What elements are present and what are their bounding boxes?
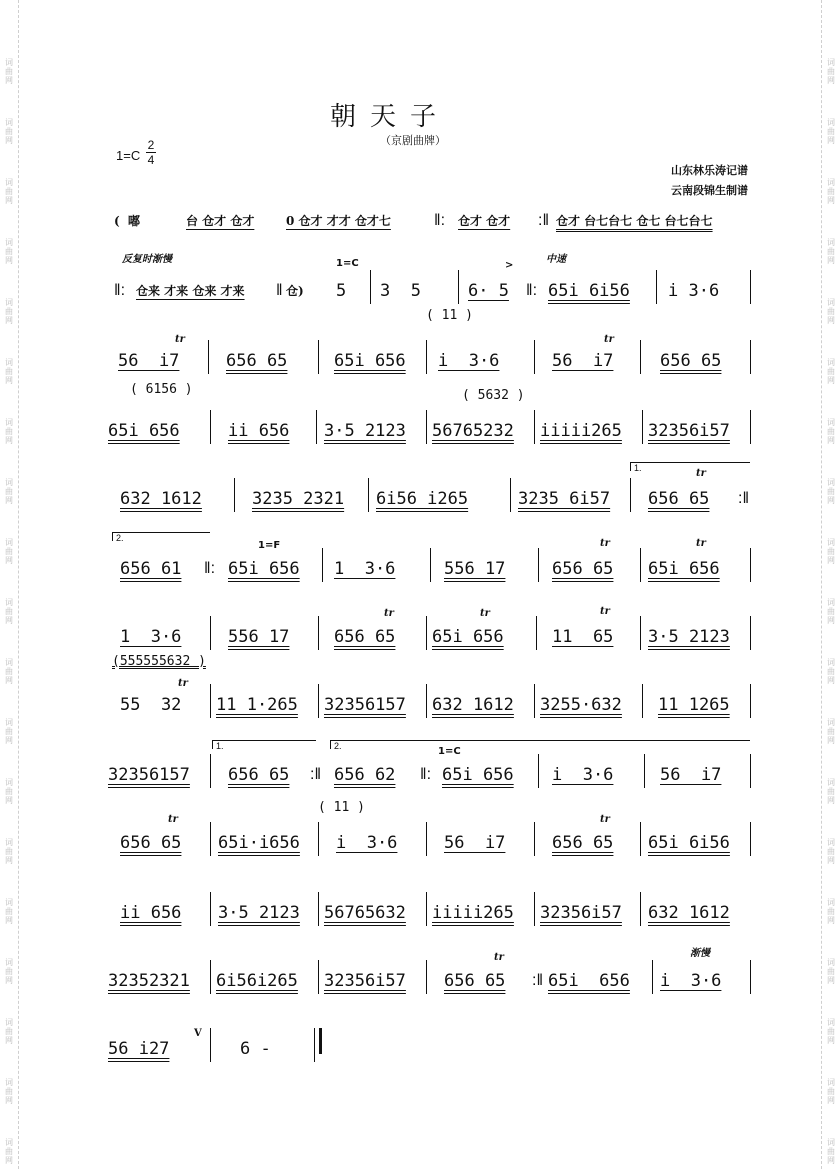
measure: 3·5 2123 — [218, 903, 300, 923]
watermark-text: 词曲网 — [827, 1018, 835, 1045]
volta-bracket: 2. — [330, 740, 750, 749]
measure: 32356157 — [324, 695, 406, 715]
measure: 3235 2321 — [252, 489, 345, 509]
measure: 632 1612 — [648, 903, 730, 923]
measure: ( 嘟 — [114, 214, 141, 228]
right-margin-rail — [821, 0, 840, 1169]
measure: i 3·6 — [668, 281, 720, 301]
measure: 556 17 — [444, 559, 506, 579]
barline — [640, 340, 641, 374]
key-change: 1=F — [258, 540, 281, 551]
measure: 32352321 — [108, 971, 190, 991]
watermark-text: 词曲网 — [827, 1078, 835, 1105]
grace-paren: ( 5632 ) — [462, 388, 525, 403]
barline — [318, 340, 319, 374]
grace-paren: ( 6156 ) — [130, 382, 193, 397]
measure: ii 656 — [228, 421, 290, 441]
watermark-text: 词曲网 — [5, 1138, 13, 1165]
barline — [426, 684, 427, 718]
trill-mark: tr — [604, 334, 614, 345]
barline — [750, 754, 751, 788]
measure: 6i56 i265 — [376, 489, 469, 509]
watermark-text: 词曲网 — [5, 778, 13, 805]
staff-row-8 — [108, 692, 752, 732]
staff-row-3 — [108, 348, 752, 388]
watermark-text: 词曲网 — [5, 58, 13, 85]
trill-mark: tr — [696, 468, 706, 479]
measure: 3·5 2123 — [648, 627, 730, 647]
barline — [534, 822, 535, 856]
barline — [750, 684, 751, 718]
measure: ii 656 — [120, 903, 182, 923]
barline — [534, 340, 535, 374]
key-change: 1=C — [438, 746, 461, 757]
barline — [642, 684, 643, 718]
page-subtitle: （京剧曲牌） — [380, 134, 446, 147]
staff-row-6 — [108, 556, 752, 596]
barline — [210, 892, 211, 926]
measure: 仓来 才来 仓来 才来 — [136, 284, 245, 298]
measure: 仓才 仓才 — [458, 214, 511, 228]
watermark-text: 词曲网 — [827, 538, 835, 565]
watermark-text: 词曲网 — [827, 58, 835, 85]
measure: 656 65 — [444, 971, 506, 991]
measure: 11 65 — [552, 627, 614, 647]
measure: 3 5 — [380, 281, 421, 301]
measure: 656 65 — [120, 833, 182, 853]
measure: 65i 656 — [228, 559, 300, 579]
barline — [210, 1028, 211, 1062]
time-top: 2 — [147, 138, 155, 152]
barline — [750, 340, 751, 374]
trill-mark: tr — [600, 606, 610, 617]
barline — [750, 548, 751, 582]
measure: i 3·6 — [438, 351, 500, 371]
watermark-text: 词曲网 — [827, 958, 835, 985]
measure: 65i·i656 — [218, 833, 300, 853]
tempo-annotation: 渐慢 — [690, 948, 710, 959]
measure: 台 仓才 仓才 — [186, 214, 255, 228]
measure: 56 i7 — [552, 351, 614, 371]
barline — [370, 270, 371, 304]
measure: iiiii265 — [540, 421, 622, 441]
measure: 32356i57 — [648, 421, 730, 441]
barline — [640, 616, 641, 650]
barline — [534, 892, 535, 926]
barline — [368, 478, 369, 512]
watermark-text: 词曲网 — [5, 1078, 13, 1105]
measure: 6 - — [240, 1039, 271, 1059]
watermark-text: 词曲网 — [5, 238, 13, 265]
measure: 11 1265 — [658, 695, 730, 715]
credit-transcriber: 山东林乐涛记谱 — [671, 164, 748, 177]
watermark-text: 词曲网 — [5, 898, 13, 925]
tempo-annotation: 中速 — [546, 254, 566, 265]
breath-mark: V — [194, 1028, 202, 1039]
grace-paren: ( 11 ) — [318, 800, 365, 815]
measure: i 3·6 — [336, 833, 398, 853]
trill-mark: tr — [178, 678, 188, 689]
measure: 56765232 — [432, 421, 514, 441]
watermark-text: 词曲网 — [5, 178, 13, 205]
measure: 65i 656 — [108, 421, 180, 441]
barline — [426, 340, 427, 374]
trill-mark: tr — [494, 952, 504, 963]
key-signature: 1=C — [116, 148, 141, 163]
watermark-text: 词曲网 — [5, 358, 13, 385]
repeat-start: ‖: — [434, 212, 446, 229]
page-title: 朝天子 — [330, 102, 451, 132]
watermark-text: 词曲网 — [5, 838, 13, 865]
volta-bracket: 1. — [212, 740, 316, 749]
barline — [426, 616, 427, 650]
barline — [316, 410, 317, 444]
watermark-text: 词曲网 — [5, 1018, 13, 1045]
watermark-text: 词曲网 — [5, 718, 13, 745]
accent-mark: > — [505, 260, 514, 271]
time-signature — [146, 138, 156, 167]
barline — [426, 822, 427, 856]
watermark-text: 词曲网 — [827, 418, 835, 445]
watermark-text: 词曲网 — [827, 238, 835, 265]
trill-mark: tr — [175, 334, 185, 345]
measure: 656 65 — [552, 833, 614, 853]
final-barline — [319, 1028, 322, 1054]
barline — [426, 892, 427, 926]
measure: i 3·6 — [552, 765, 614, 785]
barline — [318, 684, 319, 718]
volta-bracket: 1. — [630, 462, 750, 471]
staff-row-11 — [108, 900, 752, 940]
barline — [210, 960, 211, 994]
barline — [642, 410, 643, 444]
watermark-text: 词曲网 — [5, 658, 13, 685]
watermark-text: 词曲网 — [5, 298, 13, 325]
measure: 65i 656 — [334, 351, 406, 371]
barline — [318, 960, 319, 994]
watermark-text: 词曲网 — [827, 658, 835, 685]
measure: 632 1612 — [120, 489, 202, 509]
tempo-annotation: 反复时渐慢 — [122, 254, 172, 265]
measure: 0 仓才 才才 仓才七 — [286, 214, 391, 228]
measure: 656 65 — [228, 765, 290, 785]
staff-row-13 — [108, 1028, 752, 1076]
repeat-start: ‖: — [420, 766, 432, 783]
watermark-text: 词曲网 — [827, 358, 835, 385]
measure: 3·5 2123 — [324, 421, 406, 441]
measure: 65i 656 — [432, 627, 504, 647]
watermark-text: 词曲网 — [5, 478, 13, 505]
barline — [318, 822, 319, 856]
measure: 556 17 — [228, 627, 290, 647]
measure: 32356i57 — [540, 903, 622, 923]
watermark-text: 词曲网 — [827, 898, 835, 925]
barline — [644, 754, 645, 788]
barline — [640, 548, 641, 582]
barline — [322, 548, 323, 582]
trill-mark: tr — [384, 608, 394, 619]
barline — [234, 478, 235, 512]
barline — [426, 960, 427, 994]
measure: 65i 656 — [548, 971, 630, 991]
barline — [208, 340, 209, 374]
measure: 32356i57 — [324, 971, 406, 991]
time-bottom: 4 — [147, 153, 155, 167]
measure: iiiii265 — [432, 903, 514, 923]
barline — [750, 410, 751, 444]
staff-row-4 — [108, 418, 752, 458]
left-margin-rail — [0, 0, 19, 1169]
measure: 11 1·265 — [216, 695, 298, 715]
measure: 仓) — [286, 284, 304, 298]
measure: 65i 6i56 — [548, 281, 630, 301]
measure: 56 i7 — [444, 833, 506, 853]
measure: 65i 656 — [648, 559, 720, 579]
measure: 656 65 — [334, 627, 396, 647]
barline — [656, 270, 657, 304]
staff-row-1 — [108, 208, 752, 248]
measure: 656 62 — [334, 765, 396, 785]
watermark-text: 词曲网 — [827, 838, 835, 865]
staff-row-9 — [108, 762, 752, 802]
barline — [426, 410, 427, 444]
repeat-start: ‖: — [526, 282, 538, 299]
double-bar: ‖ — [276, 282, 283, 299]
measure: 656 65 — [660, 351, 722, 371]
barline — [750, 616, 751, 650]
measure: 632 1612 — [432, 695, 514, 715]
watermark-text: 词曲网 — [5, 598, 13, 625]
repeat-end: :‖ — [532, 972, 544, 989]
measure: 656 65 — [552, 559, 614, 579]
barline — [534, 684, 535, 718]
key-change: 1=C — [336, 258, 359, 269]
repeat-start: ‖: — [204, 560, 216, 577]
barline — [640, 892, 641, 926]
measure: 656 65 — [226, 351, 288, 371]
barline — [510, 478, 511, 512]
staff-row-5 — [108, 486, 752, 526]
barline — [750, 960, 751, 994]
watermark-text: 词曲网 — [827, 778, 835, 805]
grace-paren: ( 11 ) — [426, 308, 473, 323]
barline — [630, 478, 631, 512]
barline — [210, 822, 211, 856]
barline — [210, 684, 211, 718]
barline — [210, 616, 211, 650]
measure: 656 61 — [120, 559, 182, 579]
measure: 56765632 — [324, 903, 406, 923]
watermark-text: 词曲网 — [827, 718, 835, 745]
measure: 65i 6i56 — [648, 833, 730, 853]
repeat-end: :‖ — [310, 766, 322, 783]
watermark-text: 词曲网 — [827, 598, 835, 625]
repeat-start: ‖: — [114, 282, 126, 299]
barline — [652, 960, 653, 994]
measure: 56 i7 — [660, 765, 722, 785]
measure: 6i56i265 — [216, 971, 298, 991]
credit-engraver: 云南段锦生制谱 — [671, 184, 748, 197]
measure: 仓才 台七台七 仓七 台七台七 — [556, 214, 713, 228]
measure: 65i 656 — [442, 765, 514, 785]
measure: 56 i27 — [108, 1039, 170, 1059]
measure: 3255·632 — [540, 695, 622, 715]
trill-mark: tr — [168, 814, 178, 825]
watermark-text: 词曲网 — [5, 118, 13, 145]
watermark-text: 词曲网 — [827, 298, 835, 325]
watermark-text: 词曲网 — [5, 418, 13, 445]
barline — [536, 616, 537, 650]
barline — [750, 270, 751, 304]
measure: 5 — [336, 281, 347, 301]
barline — [314, 1028, 315, 1062]
trill-mark: tr — [480, 608, 490, 619]
trill-mark: tr — [600, 814, 610, 825]
watermark-text: 词曲网 — [827, 178, 835, 205]
watermark-text: 词曲网 — [5, 538, 13, 565]
barline — [534, 410, 535, 444]
staff-row-10 — [108, 830, 752, 870]
measure: 1 3·6 — [334, 559, 396, 579]
measure: 3235 6i57 — [518, 489, 611, 509]
watermark-text: 词曲网 — [827, 118, 835, 145]
barline — [640, 822, 641, 856]
barline — [210, 410, 211, 444]
repeat-end: :‖ — [738, 490, 750, 507]
barline — [538, 754, 539, 788]
barline — [318, 616, 319, 650]
barline — [318, 892, 319, 926]
trill-mark: tr — [696, 538, 706, 549]
measure: 6· 5 — [468, 281, 509, 301]
measure: 56 i7 — [118, 351, 180, 371]
measure: 32356157 — [108, 765, 190, 785]
trill-mark: tr — [600, 538, 610, 549]
measure: 55 32 — [120, 695, 182, 715]
repeat-end: :‖ — [538, 212, 550, 229]
barline — [538, 548, 539, 582]
volta-bracket: 2. — [112, 532, 210, 541]
barline — [458, 270, 459, 304]
barline — [430, 548, 431, 582]
watermark-text: 词曲网 — [827, 1138, 835, 1165]
measure: 1 3·6 — [120, 627, 182, 647]
barline — [210, 754, 211, 788]
watermark-text: 词曲网 — [5, 958, 13, 985]
watermark-text: 词曲网 — [827, 478, 835, 505]
measure: i 3·6 — [660, 971, 722, 991]
grace-paren: (555555632 ) — [112, 654, 206, 669]
barline — [750, 822, 751, 856]
measure: 656 65 — [648, 489, 710, 509]
staff-row-12 — [108, 968, 752, 1008]
